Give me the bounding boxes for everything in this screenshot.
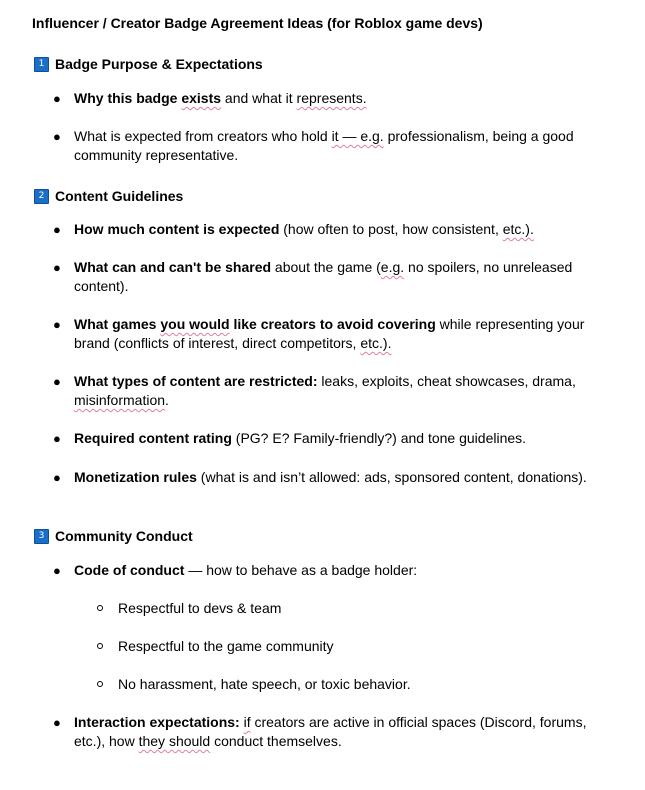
section-title: Content Guidelines [55, 188, 184, 204]
sub-list-item [118, 599, 281, 618]
section-heading-purpose [34, 55, 263, 73]
sub-item-text: No harassment, hate speech, or toxic behavior. [118, 676, 411, 692]
bullet-dot-icon: ● [53, 563, 61, 578]
bullet-dot-icon: ● [53, 470, 61, 485]
hollow-circle-bullet-icon [97, 605, 103, 611]
section-heading-content [34, 187, 183, 205]
item-text: about the game ( [271, 259, 381, 275]
spellcheck-word[interactable]: exists [181, 90, 222, 106]
list-item [53, 372, 599, 410]
spellcheck-word[interactable]: you would [160, 316, 230, 332]
list-item [53, 258, 599, 296]
item-text: . [165, 392, 169, 408]
keycap-one-icon: 1 [34, 57, 49, 72]
item-bold: Interaction expectations: [74, 714, 240, 730]
list-item [53, 713, 599, 751]
section-heading-conduct [34, 527, 193, 545]
list-item [53, 315, 599, 353]
list-item [53, 429, 599, 448]
item-text: professionalism, being a good community representative. [74, 128, 574, 163]
sub-item-text: Respectful to devs & team [118, 600, 282, 616]
item-text: (PG? E? Family-friendly?) and tone guidelines. [231, 430, 527, 446]
keycap-two-icon: 2 [34, 189, 49, 204]
spellcheck-word[interactable]: represents. [296, 90, 367, 106]
item-bold: How much content is expected [74, 221, 280, 237]
sub-list-item [118, 675, 411, 694]
section-title: Community Conduct [55, 528, 193, 544]
sub-list-item [118, 637, 334, 656]
item-bold: Why this badge [74, 90, 182, 106]
item-bold: Required content rating [74, 430, 232, 446]
item-text: (how often to post, how consistent, [279, 221, 503, 237]
item-bold: Monetization rules [74, 469, 197, 485]
item-bold: What games [74, 316, 161, 332]
item-text: while representing your brand (conflicts of interest, direct competitors, [74, 316, 585, 351]
item-bold: Code of conduct [74, 562, 185, 578]
item-text: What is expected from creators who hold [74, 128, 332, 144]
item-text: (what is and isn’t allowed: ads, sponsored content, donations). [196, 469, 587, 485]
list-item [53, 89, 599, 108]
item-text: conduct themselves. [210, 733, 342, 749]
spellcheck-word[interactable]: if [243, 714, 251, 730]
bullet-dot-icon: ● [53, 129, 61, 144]
spellcheck-word[interactable]: e.g. [380, 259, 405, 275]
spellcheck-word[interactable]: they should [138, 733, 211, 749]
document-title: Influencer / Creator Badge Agreement Ideas (for Roblox game devs) [32, 15, 483, 31]
item-text: leaks, exploits, cheat showcases, drama, [317, 373, 576, 389]
hollow-circle-bullet-icon [97, 681, 103, 687]
list-item [53, 220, 599, 239]
bullet-dot-icon: ● [53, 222, 61, 237]
bullet-dot-icon: ● [53, 260, 61, 275]
list-item [53, 468, 599, 487]
bullet-dot-icon: ● [53, 374, 61, 389]
item-bold: What types of content are restricted: [74, 373, 318, 389]
spellcheck-word[interactable]: etc.). [360, 335, 392, 351]
list-item [53, 127, 599, 165]
list-item [53, 561, 599, 580]
spellcheck-word[interactable]: misinformation [74, 392, 166, 408]
bullet-dot-icon: ● [53, 715, 61, 730]
keycap-three-icon: 3 [34, 529, 49, 544]
section-title: Badge Purpose & Expectations [55, 56, 263, 72]
item-text: — how to behave as a badge holder: [184, 562, 418, 578]
item-bold: What can and can't be shared [74, 259, 272, 275]
spellcheck-word[interactable]: it — e.g. [331, 128, 384, 144]
spellcheck-word[interactable]: etc.). [502, 221, 534, 237]
bullet-dot-icon: ● [53, 91, 61, 106]
item-text: and what it [221, 90, 297, 106]
item-text: creators are active in official spaces (Discord, forums, etc.), how [74, 714, 587, 749]
item-bold: like creators to avoid covering [229, 316, 436, 332]
hollow-circle-bullet-icon [97, 643, 103, 649]
sub-item-text: Respectful to the game community [118, 638, 334, 654]
bullet-dot-icon: ● [53, 317, 61, 332]
bullet-dot-icon: ● [53, 431, 61, 446]
item-text: no spoilers, no unreleased content). [74, 259, 573, 294]
